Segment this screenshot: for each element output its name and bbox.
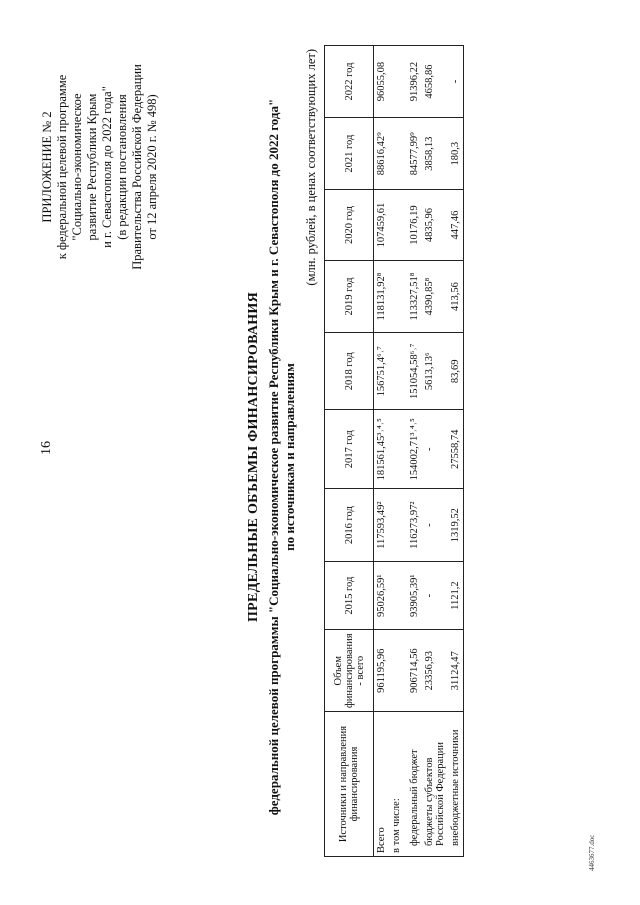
row-label: Всего — [374, 712, 390, 857]
table-cell: - — [422, 410, 448, 489]
document-titles — [246, 47, 298, 867]
table-cell: 117593,49² — [374, 489, 390, 562]
column-header: 2018 год — [325, 333, 374, 410]
table-row — [389, 46, 407, 857]
table-cell: 413,56 — [448, 260, 464, 333]
table-cell — [389, 561, 407, 629]
table-cell: 151054,58⁶˒⁷ — [407, 333, 422, 410]
table-cell: 181561,45³˒⁴˒⁵ — [374, 410, 390, 489]
column-header: 2022 год — [325, 46, 374, 118]
table-cell: 118131,92⁸ — [374, 260, 390, 333]
appendix-header — [40, 47, 160, 287]
appendix-line: и г. Севастополя до 2022 года" — [100, 86, 114, 248]
column-header: 2017 год — [325, 410, 374, 489]
table-cell: 23356,93 — [422, 630, 448, 712]
row-label: федеральный бюджет — [407, 712, 422, 857]
column-header: 2016 год — [325, 489, 374, 562]
table-cell: 1319,52 — [448, 489, 464, 562]
table-cell: 113327,51⁸ — [407, 260, 422, 333]
table-cell: 116273,97² — [407, 489, 422, 562]
table-row — [374, 46, 390, 857]
table-cell — [389, 333, 407, 410]
page-number: 16 — [39, 441, 54, 455]
appendix-line: развитие Республики Крым — [85, 93, 99, 241]
table-cell: 961195,96 — [374, 630, 390, 712]
table-row — [407, 46, 422, 857]
appendix-line: от 12 апреля 2020 г. № 498) — [145, 94, 159, 240]
table-cell — [389, 260, 407, 333]
table-cell: 96055,08 — [374, 46, 390, 118]
table-cell: 906714,56 — [407, 630, 422, 712]
table-cell: 180,3 — [448, 118, 464, 190]
row-label: в том числе: — [389, 712, 407, 857]
row-label: бюджеты субъектов Российской Федерации — [422, 712, 448, 857]
table-cell: 447,46 — [448, 190, 464, 260]
column-header: Объем финансирования - всего — [325, 630, 374, 712]
appendix-line: "Социально-экономическое — [70, 93, 84, 241]
table-cell: - — [448, 46, 464, 118]
table-cell: - — [422, 489, 448, 562]
column-header: 2020 год — [325, 190, 374, 260]
table-cell — [389, 46, 407, 118]
table-cell: - — [422, 561, 448, 629]
table-cell: 10176,19 — [407, 190, 422, 260]
table-cell: 156751,4⁶˒⁷ — [374, 333, 390, 410]
table-cell: 5613,13⁶ — [422, 333, 448, 410]
table-cell: 3858,13 — [422, 118, 448, 190]
column-header: 2019 год — [325, 260, 374, 333]
appendix-line: ПРИЛОЖЕНИЕ № 2 — [40, 111, 54, 223]
table-cell — [389, 489, 407, 562]
table-cell: 93905,39¹ — [407, 561, 422, 629]
units-note: (млн. рублей, в ценах соответствующих лет) — [304, 49, 318, 286]
document-subtitle: федеральной целевой программы "Социально-экономическое развитие Республики Крым и г. Севастополя до 2022 года" — [266, 98, 281, 816]
table-cell — [389, 190, 407, 260]
table-cell — [389, 410, 407, 489]
table-cell: 4835,96 — [422, 190, 448, 260]
appendix-line: (в редакции постановления — [115, 94, 129, 240]
table-cell: 88616,42⁹ — [374, 118, 390, 190]
table-cell: 154002,71³˒⁴˒⁵ — [407, 410, 422, 489]
table-cell: 91396,22 — [407, 46, 422, 118]
table-cell — [389, 118, 407, 190]
table-cell: 95026,59¹ — [374, 561, 390, 629]
table-cell: 27558,74 — [448, 410, 464, 489]
table-cell: 107459,61 — [374, 190, 390, 260]
table-cell: 1121,2 — [448, 561, 464, 629]
table-cell: 83,69 — [448, 333, 464, 410]
financing-table — [324, 45, 464, 857]
row-label: внебюджетные источники — [448, 712, 464, 857]
table-cell: 4390,85⁸ — [422, 260, 448, 333]
document-reference: 4463677.doc — [588, 834, 596, 871]
table-row — [448, 46, 464, 857]
table-cell: 84577,99⁹ — [407, 118, 422, 190]
document-subtitle-2: по источникам и направлениям — [282, 363, 297, 551]
document-title: ПРЕДЕЛЬНЫЕ ОБЪЕМЫ ФИНАНСИРОВАНИЯ — [246, 291, 261, 623]
rotated-page-content — [40, 27, 600, 877]
appendix-line: к федеральной целевой программе — [55, 74, 69, 260]
column-header: 2021 год — [325, 118, 374, 190]
table-cell: 4658,86 — [422, 46, 448, 118]
table-header-row — [325, 46, 374, 857]
appendix-line: Правительства Российской Федерации — [130, 64, 144, 270]
table-cell — [389, 630, 407, 712]
column-header: Источники и направления финансирования — [325, 712, 374, 857]
table-row — [422, 46, 448, 857]
column-header: 2015 год — [325, 561, 374, 629]
table-cell: 31124,47 — [448, 630, 464, 712]
